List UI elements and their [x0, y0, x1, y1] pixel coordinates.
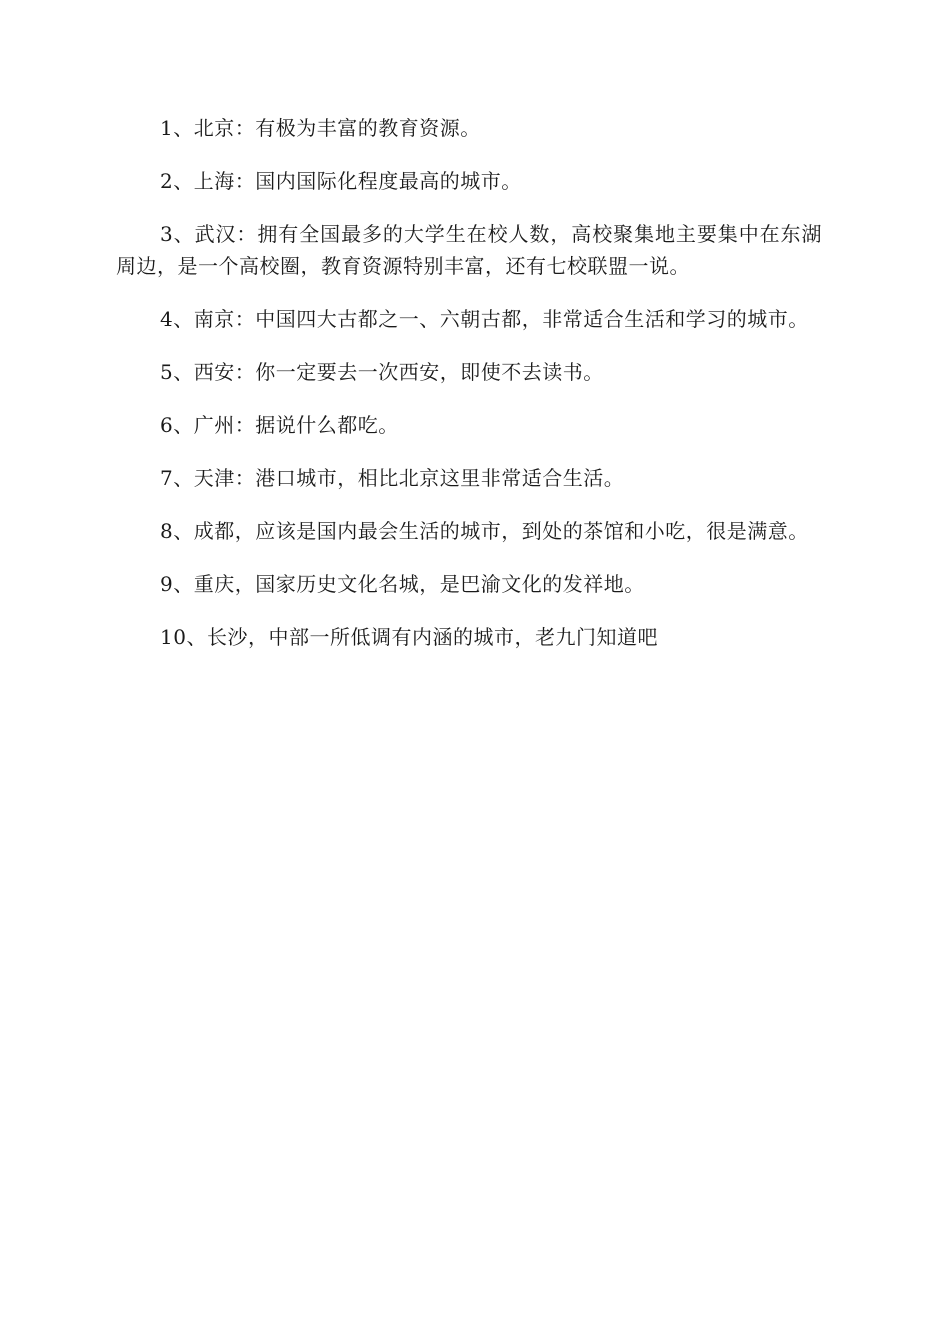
paragraph-chengdu: 8、成都，应该是国内最会生活的城市，到处的茶馆和小吃，很是满意。	[160, 519, 809, 543]
paragraph-shanghai: 2、上海：国内国际化程度最高的城市。	[160, 169, 522, 193]
document-body	[116, 112, 822, 674]
paragraph-tianjin: 7、天津：港口城市，相比北京这里非常适合生活。	[160, 466, 625, 490]
paragraph-nanjing: 4、南京：中国四大古都之一、六朝古都，非常适合生活和学习的城市。	[160, 307, 809, 331]
paragraph-wuhan: 3、武汉：拥有全国最多的大学生在校人数，高校聚集地主要集中在东湖周边，是一个高校圈，教育资源特别丰富，还有七校联盟一说。	[116, 222, 822, 278]
paragraph-guangzhou: 6、广州：据说什么都吃。	[160, 413, 399, 437]
paragraph-changsha: 10、长沙，中部一所低调有内涵的城市，老九门知道吧	[160, 625, 658, 649]
paragraph-chongqing: 9、重庆，国家历史文化名城，是巴渝文化的发祥地。	[160, 572, 645, 596]
paragraph-xian: 5、西安：你一定要去一次西安，即使不去读书。	[160, 360, 604, 384]
paragraph-beijing: 1、北京：有极为丰富的教育资源。	[160, 116, 481, 140]
